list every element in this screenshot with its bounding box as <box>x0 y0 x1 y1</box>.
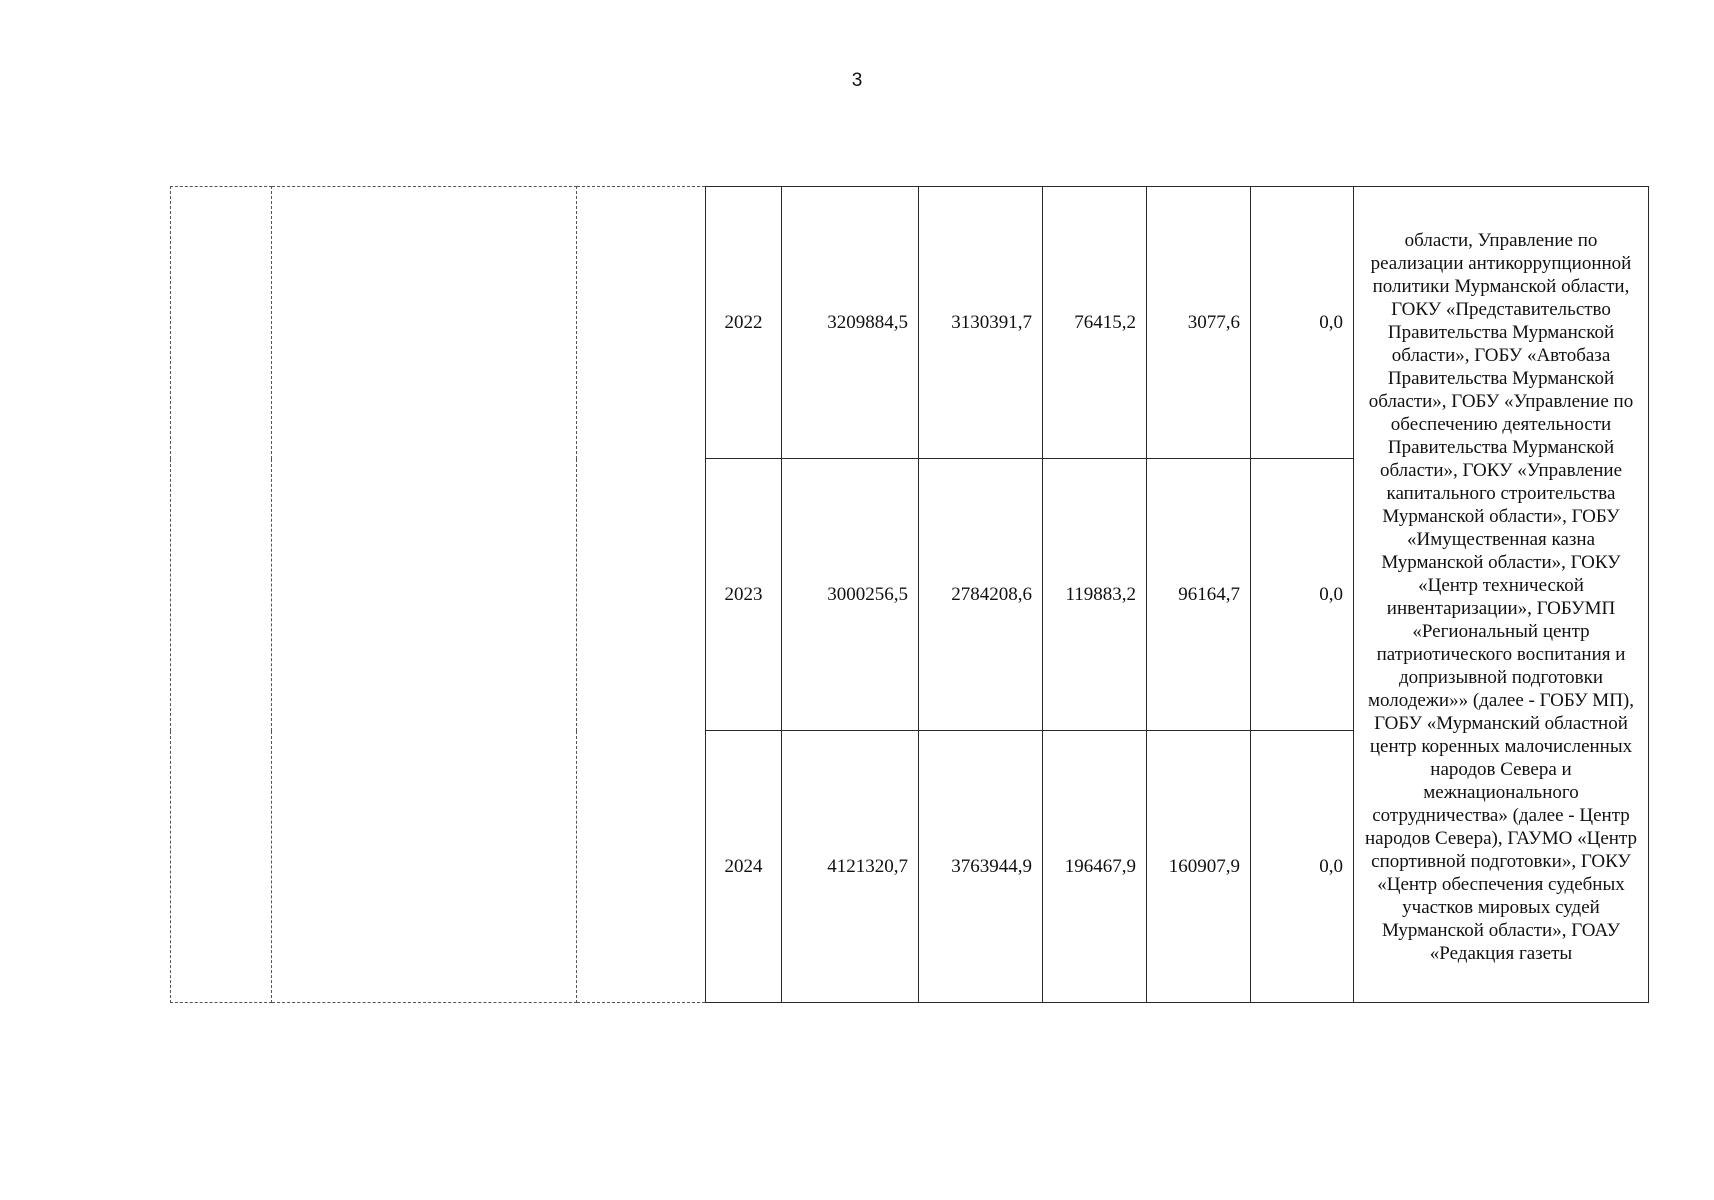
row-number-cell <box>171 187 272 1003</box>
total-cell: 3209884,5 <box>782 187 919 459</box>
responsible-executors-cell <box>1354 187 1649 1003</box>
local-budget-cell: 96164,7 <box>1147 459 1251 731</box>
event-name-cell <box>272 187 577 1003</box>
year-cell: 2024 <box>706 731 782 1003</box>
table-row <box>171 187 1649 459</box>
responsible-executors-text: области, Управление по реализации антикоррупционной политики Мурманской области, ГОКУ «Представительство Правительства Мурманской области», ГОБУ «Автобаза Правительства Мурманской области», ГОБУ «Управление по обеспечению деятельности Правительства Мурманской области», ГОКУ «Управление капитального строительства Мурманской области», ГОБУ «Имущественная казна Мурманской области», ГОКУ «Центр технической инвентаризации», ГОБУМП «Региональный центр патриотического воспитания и допризывной подготовки молодежи»» (далее - ГОБУ МП), ГОБУ «Мурманский областной центр коренных малочисленных народов Севера и межнационального сотрудничества» (далее - Центр народов Севера), ГАУМО «Центр спортивной подготовки», ГОКУ «Центр обеспечения судебных участков мировых судей Мурманской области», ГОАУ «Редакция газеты <box>1365 229 1637 964</box>
other-sources-cell: 0,0 <box>1251 187 1354 459</box>
program-funding-table <box>170 186 1648 1002</box>
year-cell: 2023 <box>706 459 782 731</box>
local-budget-cell: 160907,9 <box>1147 731 1251 1003</box>
local-budget-cell: 3077,6 <box>1147 187 1251 459</box>
period-cell <box>577 187 706 1003</box>
funding-table <box>170 186 1649 1003</box>
other-sources-cell: 0,0 <box>1251 459 1354 731</box>
federal-budget-cell: 76415,2 <box>1043 187 1147 459</box>
page-number: 3 <box>851 70 863 91</box>
regional-budget-cell: 3763944,9 <box>919 731 1043 1003</box>
regional-budget-cell: 2784208,6 <box>919 459 1043 731</box>
regional-budget-cell: 3130391,7 <box>919 187 1043 459</box>
total-cell: 3000256,5 <box>782 459 919 731</box>
other-sources-cell: 0,0 <box>1251 731 1354 1003</box>
year-cell: 2022 <box>706 187 782 459</box>
federal-budget-cell: 119883,2 <box>1043 459 1147 731</box>
total-cell: 4121320,7 <box>782 731 919 1003</box>
federal-budget-cell: 196467,9 <box>1043 731 1147 1003</box>
